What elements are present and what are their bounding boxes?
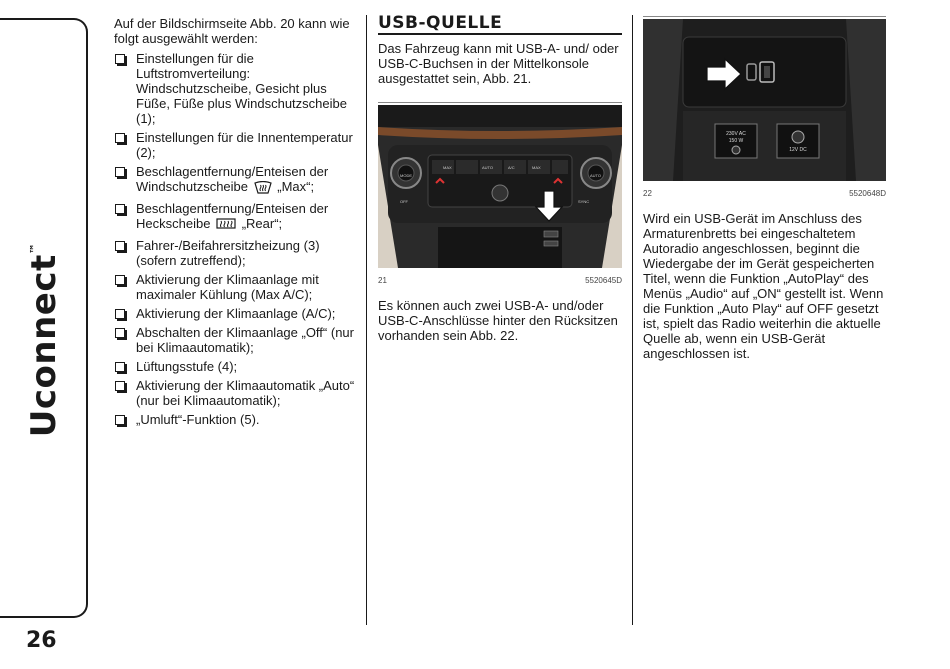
- figure-22: [643, 16, 886, 201]
- list-item: „Umluft“-Funktion (5).: [114, 412, 358, 427]
- list-item: Beschlagentfernung/Enteisen der Heckscheibe „Rear“;: [114, 201, 358, 234]
- list-item: Fahrer-/Beifahrersitzheizung (3) (sofern zutreffend);: [114, 238, 358, 268]
- figure-caption: [643, 186, 886, 201]
- figure-number: 21: [378, 276, 387, 285]
- checkbox-bullet-icon: [115, 362, 125, 372]
- chapter-tab: [0, 18, 88, 618]
- rear-usb-text: Es können auch zwei USB-A- und/oder USB-C-Anschlüsse hinter den Rücksitzen vorhanden sein Abb. 22.: [378, 298, 618, 343]
- figure-number: 22: [643, 189, 652, 198]
- list-item: Beschlagentfernung/Enteisen der Windschutzscheibe „Max“;: [114, 164, 358, 197]
- climate-options-list: [114, 51, 358, 427]
- outlet-label: 230V AC: [726, 131, 746, 137]
- button-label: A/C: [508, 165, 515, 170]
- list-item: Aktivierung der Klimaanlage mit maximaler Kühlung (Max A/C);: [114, 272, 358, 302]
- section-heading: USB-QUELLE: [378, 16, 622, 35]
- button-label: MODE: [400, 173, 412, 178]
- button-label: MAX: [443, 165, 452, 170]
- checkbox-bullet-icon: [115, 275, 125, 285]
- checkbox-bullet-icon: [115, 167, 125, 177]
- outlet-label: 150 W: [728, 138, 744, 144]
- button-label: AUTO: [590, 173, 602, 178]
- checkbox-bullet-icon: [115, 204, 125, 214]
- windshield-defrost-icon: [254, 181, 272, 197]
- center-console-photo: [378, 105, 622, 268]
- list-item: Aktivierung der Klimaautomatik „Auto“ (nur bei Klimaautomatik);: [114, 378, 358, 408]
- figure-code: 5520648D: [849, 189, 886, 198]
- checkbox-bullet-icon: [115, 54, 125, 64]
- button-label: AUTO: [482, 165, 494, 170]
- rear-defrost-icon: [216, 218, 236, 234]
- checkbox-bullet-icon: [115, 415, 125, 425]
- column-usb-playback: [643, 16, 886, 361]
- checkbox-bullet-icon: [115, 241, 125, 251]
- chapter-title: Uconnect™: [24, 242, 64, 438]
- page-number: 26: [26, 628, 57, 653]
- list-item: Einstellungen für die Innentemperatur (2);: [114, 130, 358, 160]
- figure-caption: [378, 273, 622, 288]
- column-divider: [632, 15, 633, 625]
- rear-console-photo: [643, 19, 886, 181]
- checkbox-bullet-icon: [115, 133, 125, 143]
- list-item: Lüftungsstufe (4);: [114, 359, 358, 374]
- button-label: MAX: [532, 165, 541, 170]
- checkbox-bullet-icon: [115, 381, 125, 391]
- outlet-label: 12V DC: [789, 147, 807, 153]
- usb-playback-text: Wird ein USB-Gerät im Anschluss des Armaturenbretts bei eingeschaltetem Autoradio angeschlossen, beginnt die Wiedergabe der im Gerät gespeicherten Titel, wenn die Funktion „AutoPlay“ des Menüs „Audio“ auf „ON“ gestellt ist. Wenn die Funktion „Auto Play“ auf OFF gesetzt ist, spielt das Radio weiterhin die aktuelle Quelle ab, wenn ein USB-Gerät angeschlossen ist.: [643, 211, 884, 361]
- button-label: OFF: [400, 199, 408, 204]
- column-usb-source: [378, 13, 622, 343]
- list-item: Aktivierung der Klimaanlage (A/C);: [114, 306, 358, 321]
- column-climate-settings: [114, 16, 358, 431]
- button-label: SYNC: [578, 199, 590, 204]
- list-item: Abschalten der Klimaanlage „Off“ (nur bei Klimaautomatik);: [114, 325, 358, 355]
- checkbox-bullet-icon: [115, 309, 125, 319]
- figure-21: [378, 102, 622, 288]
- checkbox-bullet-icon: [115, 328, 125, 338]
- figure-code: 5520645D: [585, 276, 622, 285]
- intro-text: Auf der Bildschirmseite Abb. 20 kann wie folgt ausgewählt werden:: [114, 16, 350, 46]
- list-item: Einstellungen für die Luftstromverteilung: Windschutzscheibe, Gesicht plus Füße, Füße plus Windschutzscheibe (1);: [114, 51, 358, 126]
- usb-intro-text: Das Fahrzeug kann mit USB-A- und/ oder USB-C-Buchsen in der Mittelkonsole ausgestattet sein, Abb. 21.: [378, 41, 619, 86]
- column-divider: [366, 15, 367, 625]
